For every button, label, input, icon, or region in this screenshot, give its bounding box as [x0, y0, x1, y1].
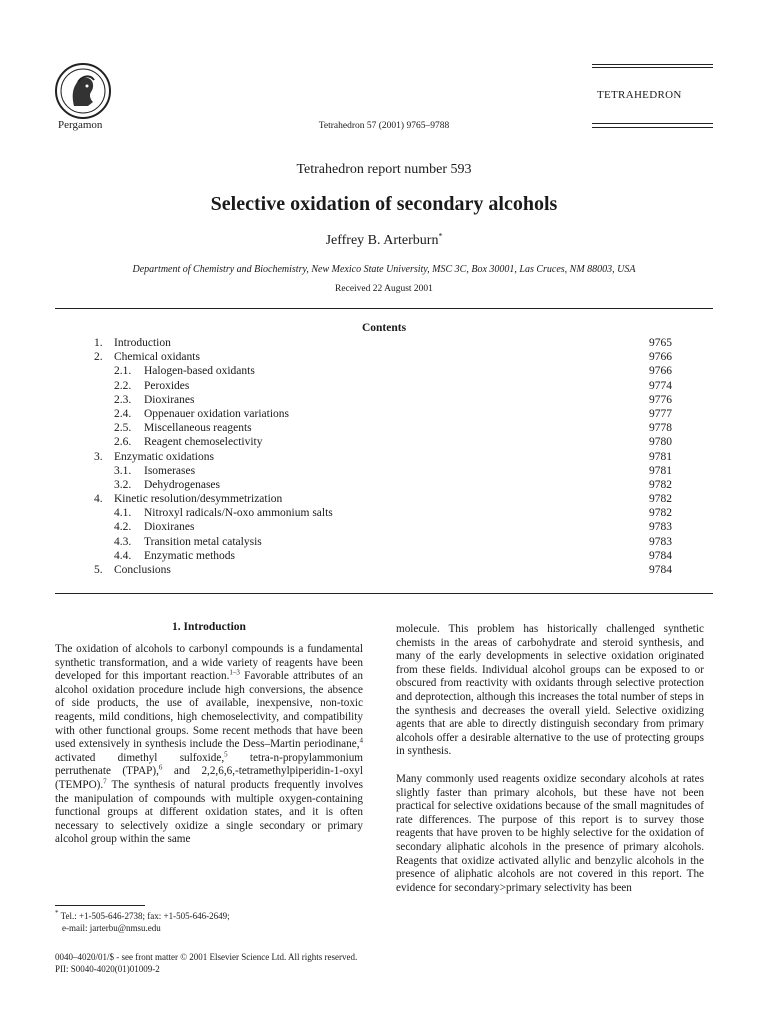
- toc-entry[interactable]: [94, 350, 672, 364]
- toc-entry-page: 9765: [649, 337, 672, 349]
- toc-entry[interactable]: [94, 549, 672, 563]
- toc-entry-title: Enzymatic methods: [144, 549, 236, 562]
- toc-entry-title: Introduction: [114, 337, 171, 349]
- toc-entry-number: 2.5.: [114, 422, 132, 435]
- footnote-rule: [55, 905, 145, 906]
- intro-paragraph-3: Many commonly used reagents oxidize secondary alcohols at rates slightly faster than primary alcohols, but these have not been practical for selective oxidations because of the small magnitudes of rate differences. The purpose of this report is to survey those reagents that have proven to be highly selective for the oxidation of secondary aliphatic alcohols in the presence of primary alcohols. Reagents that oxidize activated allylic and benzylic alcohols in the presence of aliphatic alcohols are not covered in this report. The evidence for secondary>primary selectivity has been: [396, 772, 704, 894]
- toc-entry-title: Isomerases: [144, 464, 196, 477]
- toc-entry-label: [94, 563, 171, 577]
- toc-entry-title: Transition metal catalysis: [144, 535, 262, 548]
- footnote-email[interactable]: e-mail: jarterbu@nmsu.edu: [62, 923, 161, 933]
- toc-entry-page: 9782: [649, 493, 672, 506]
- toc-entry-number: 1.: [94, 337, 103, 349]
- bottom-matter: [55, 951, 475, 975]
- footnote: [55, 910, 365, 934]
- toc-entry-title: Kinetic resolution/desymmetrization: [114, 493, 283, 506]
- section-heading: 1. Introduction: [172, 621, 246, 633]
- toc-entry-label: [94, 393, 194, 407]
- toc-entry-page: 9774: [649, 379, 672, 392]
- toc-entry[interactable]: [94, 336, 672, 350]
- toc-entry-label: [94, 464, 195, 478]
- toc-entry-number: 2.2.: [114, 379, 132, 392]
- toc-entry-title: Conclusions: [114, 564, 171, 576]
- toc-entry-title: Oppenauer oxidation variations: [144, 407, 289, 420]
- toc-entry-number: 4.: [94, 493, 103, 506]
- toc-entry-number: 4.3.: [114, 535, 132, 548]
- toc-entry-title: Dioxiranes: [144, 393, 195, 406]
- toc-entry-title: Miscellaneous reagents: [144, 422, 252, 435]
- toc-entry-title: Chemical oxidants: [114, 351, 200, 364]
- intro-paragraph-2: molecule. This problem has historically challenged synthetic chemists in the areas of carbohydrate and steroid synthesis, and many of the early developments in selective oxidation originated from these fields. Individual alcohol groups can be exposed to or obscured from reactivity with oxidants through selective protection and deprotection, although this increases the total number of steps in the synthesis and decreases the overall yield. Selective oxidizing agents that are able to directly distinguish secondary from primary alcohols offer a desirable alternative to the use of protecting groups in synthesis.: [396, 623, 704, 758]
- toc-entry-title: Dehydrogenases: [144, 478, 221, 491]
- toc-entry[interactable]: [94, 464, 672, 478]
- toc-entry-page: 9784: [649, 564, 672, 576]
- elsevier-tree-logo-icon: [54, 62, 112, 120]
- toc-entry-title: Halogen-based oxidants: [144, 365, 255, 378]
- toc-entry-label: [94, 549, 235, 563]
- copyright-line: 0040–4020/01/$ - see front matter © 2001 Elsevier Science Ltd. All rights reserved.: [55, 952, 358, 962]
- toc-entry-number: 4.4.: [114, 549, 132, 562]
- affiliation: Department of Chemistry and Biochemistry, New Mexico State University, MSC 3C, Box 30001, Las Cruces, NM 88003, USA: [132, 264, 636, 275]
- toc-entry-label: [94, 450, 214, 464]
- left-column: [55, 643, 363, 847]
- toc-entry[interactable]: [94, 379, 672, 393]
- toc-entry[interactable]: [94, 506, 672, 520]
- toc-entry-label: [94, 336, 171, 350]
- toc-entry-number: 3.1.: [114, 464, 132, 477]
- toc-entry-label: [94, 506, 333, 520]
- toc-entry-label: [94, 435, 262, 449]
- header-rule-bottom: [592, 123, 713, 124]
- toc-entry-page: 9780: [649, 436, 672, 449]
- toc-entry-number: 2.6.: [114, 436, 132, 449]
- toc-entry[interactable]: [94, 492, 672, 506]
- reference-link[interactable]: 6: [158, 763, 163, 772]
- header-rule-top: [592, 64, 713, 65]
- toc-entry-number: 4.1.: [114, 507, 132, 520]
- footnote-contact: Tel.: +1-505-646-2738; fax: +1-505-646-2649;: [58, 911, 230, 921]
- toc-entry[interactable]: [94, 520, 672, 534]
- author-name: Jeffrey B. Arterburn: [325, 233, 439, 248]
- toc-entry-page: 9784: [649, 549, 672, 562]
- toc-entry-page: 9778: [649, 422, 672, 435]
- toc-entry-title: Dioxiranes: [144, 521, 195, 534]
- toc-entry[interactable]: [94, 450, 672, 464]
- toc-entry[interactable]: [94, 478, 672, 492]
- toc-entry-page: 9783: [649, 521, 672, 534]
- toc-entry-page: 9777: [649, 407, 672, 420]
- toc-entry-label: [94, 407, 289, 421]
- pii-line: PII: S0040-4020(01)01009-2: [55, 964, 160, 974]
- report-number: Tetrahedron report number 593: [296, 162, 472, 177]
- toc-entry-number: 4.2.: [114, 521, 132, 534]
- author-line: [0, 233, 768, 249]
- author-footnote-mark[interactable]: *: [438, 231, 443, 241]
- toc-entry-number: 3.2.: [114, 478, 132, 491]
- contents-bottom-rule: [55, 593, 713, 594]
- toc-entry-title: Peroxides: [144, 379, 190, 392]
- toc-entry-number: 5.: [94, 564, 103, 576]
- reference-link[interactable]: 4: [359, 736, 363, 745]
- toc-entry-label: [94, 421, 252, 435]
- toc-entry-label: [94, 350, 200, 364]
- toc-entry-title: Reagent chemoselectivity: [144, 436, 263, 449]
- right-column: [396, 623, 704, 895]
- toc-entry-label: [94, 379, 189, 393]
- reference-link[interactable]: 5: [224, 750, 228, 759]
- toc-entry-page: 9766: [649, 351, 672, 364]
- contents-heading: Contents: [361, 322, 407, 334]
- toc-entry-number: 3.: [94, 450, 103, 463]
- toc-entry-title: Enzymatic oxidations: [114, 450, 214, 463]
- toc-entry[interactable]: [94, 535, 672, 549]
- footnote-mark: *: [55, 909, 59, 917]
- header-rule-bottom-2: [592, 127, 713, 128]
- toc-entry[interactable]: [94, 407, 672, 421]
- toc-entry-number: 2.3.: [114, 393, 132, 406]
- journal-citation: Tetrahedron 57 (2001) 9765–9788: [318, 121, 450, 131]
- toc-entry-number: 2.1.: [114, 365, 132, 378]
- toc-entry[interactable]: [94, 563, 672, 577]
- toc-entry-page: 9776: [649, 393, 672, 406]
- toc-entry-page: 9783: [649, 535, 672, 548]
- toc-entry[interactable]: [94, 421, 672, 435]
- toc-entry[interactable]: [94, 364, 672, 378]
- toc-entry-number: 2.: [94, 351, 103, 364]
- intro-paragraph-1: The oxidation of alcohols to carbonyl compounds is a fundamental synthetic transformation, and a wide variety of reagents have been developed for this important reaction.$^{1-3}$ Favorable attributes of an alcohol oxidation procedure include high conversions, the absence of side products, the use of available, inexpensive, non-toxic reagents, mild conditions, high chemoselectivity, and compatibility with other functional groups. Some recent methods that have been used extensively in synthesis include the Dess–Martin periodinane,$^4$ activated dimethyl sulfoxide,$^5$ tetra-n-propylammonium perruthenate (TPAP),$^6$ and 2,2,6,6,-tetramethylpiperidin-1-oxyl (TEMPO).$^7$ The synthesis of natural products frequently involves the manipulation of compounds with multiple oxygen-containing functional groups at different oxidation states, and it is often necessary to selectively oxidize a single secondary or primary alcohol group within the same: [55, 643, 363, 846]
- toc-entry-label: [94, 535, 262, 549]
- toc-entry-label: [94, 478, 220, 492]
- toc-entry-label: [94, 492, 282, 506]
- toc-entry-number: 2.4.: [114, 407, 132, 420]
- toc-entry-title: Nitroxyl radicals/N-oxo ammonium salts: [144, 507, 333, 520]
- reference-link[interactable]: 1–3: [229, 668, 240, 677]
- toc-entry-label: [94, 520, 194, 534]
- toc-entry-page: 9782: [649, 507, 672, 520]
- reference-link[interactable]: 7: [103, 777, 107, 786]
- toc-entry[interactable]: [94, 393, 672, 407]
- toc-entry-page: 9766: [649, 365, 672, 378]
- contents-top-rule: [55, 308, 713, 309]
- toc-entry[interactable]: [94, 435, 672, 449]
- toc-entry-page: 9781: [649, 450, 672, 463]
- journal-name: TETRAHEDRON: [597, 89, 682, 101]
- table-of-contents: [94, 336, 672, 577]
- header-rule-top-2: [592, 67, 713, 68]
- toc-entry-page: 9781: [649, 464, 672, 477]
- received-date: Received 22 August 2001: [335, 284, 433, 294]
- article-title: Selective oxidation of secondary alcohols: [210, 193, 558, 215]
- toc-entry-label: [94, 364, 255, 378]
- toc-entry-page: 9782: [649, 478, 672, 491]
- publisher-name: Pergamon: [58, 119, 103, 131]
